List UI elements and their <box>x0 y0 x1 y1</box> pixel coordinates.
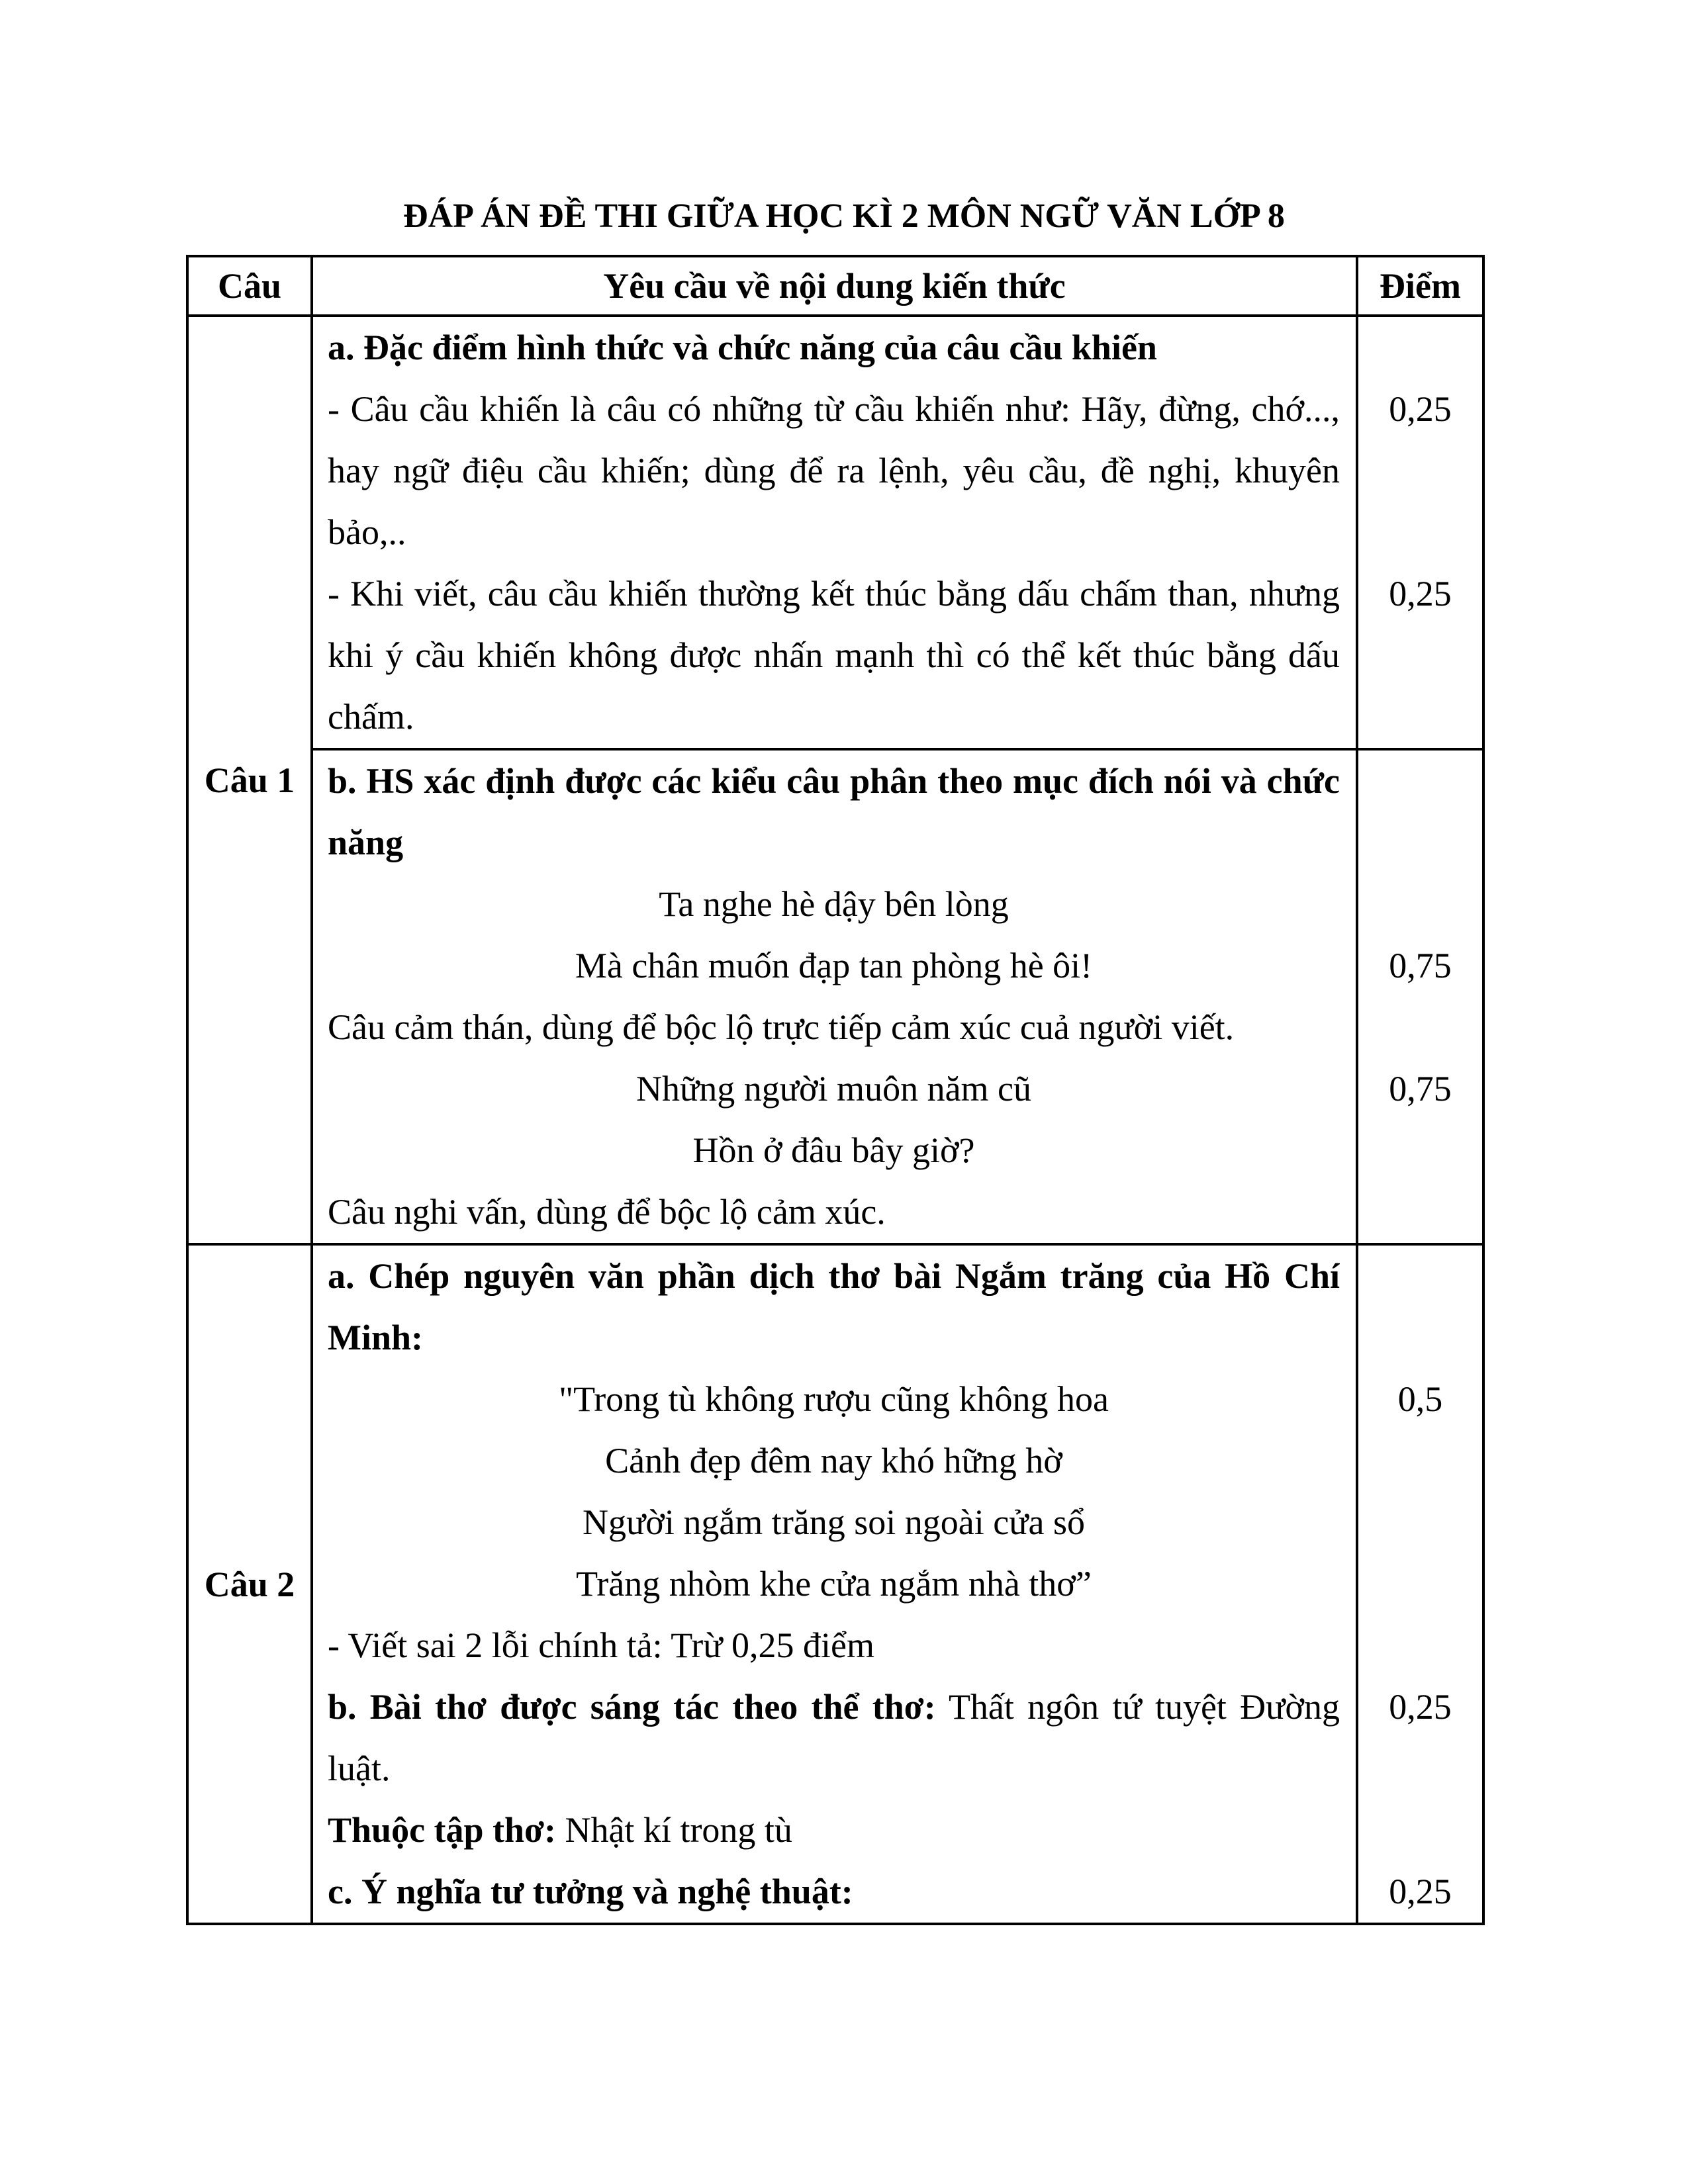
poem-line: Những người muôn năm cũ <box>635 1069 1032 1109</box>
content-cell <box>312 316 1357 749</box>
poem-line: Hồn ở đâu bây giờ? <box>692 1130 975 1170</box>
section-heading: c. Ý nghĩa tư tưởng và nghệ thuật: <box>328 1872 853 1911</box>
points-value: 0,25 <box>1389 389 1452 429</box>
table-row <box>187 1244 1483 1924</box>
text-line: hay ngữ điệu cầu khiến; dùng để ra lệnh, yêu cầu, đề nghị, khuyên <box>328 451 1340 490</box>
section-heading: Minh: <box>328 1318 424 1357</box>
poem-line: Cảnh đẹp đêm nay khó hững hờ <box>605 1441 1062 1480</box>
section-heading: Thuộc tập thơ: <box>328 1810 556 1850</box>
text-line: Câu cảm thán, dùng để bộc lộ trực tiếp cảm xúc cuả người viết. <box>328 1007 1235 1047</box>
points-cell <box>1357 1244 1483 1924</box>
text-span: Nhật kí trong tù <box>555 1810 792 1850</box>
question-label: Câu 2 <box>187 1244 312 1924</box>
text-line <box>328 1676 1340 1738</box>
text-span: Thất ngôn tứ tuyệt Đường <box>935 1687 1340 1727</box>
document-title: ĐÁP ÁN ĐỀ THI GIỮA HỌC KÌ 2 MÔN NGỮ VĂN LỚP 8 <box>403 197 1285 235</box>
text-line: chấm. <box>328 697 414 737</box>
text-line <box>328 1799 1340 1861</box>
section-heading: a. Đặc điểm hình thức và chức năng của câu cầu khiến <box>328 328 1157 367</box>
content-cell <box>312 749 1357 1244</box>
points-value: 0,25 <box>1389 1687 1452 1727</box>
section-heading: a. Chép nguyên văn phần dịch thơ bài Ngắm trăng của Hồ Chí <box>328 1256 1340 1296</box>
text-line: bảo,.. <box>328 512 406 552</box>
table-row <box>187 749 1483 1244</box>
answer-table <box>186 255 1485 1925</box>
text-line: luật. <box>328 1749 391 1788</box>
points-value: 0,25 <box>1389 1872 1452 1911</box>
header-cau: Câu <box>187 256 312 316</box>
poem-line: Ta nghe hè dậy bên lòng <box>659 884 1009 924</box>
text-line: khi ý cầu khiến không được nhấn mạnh thì có thể kết thúc bằng dấu <box>328 635 1340 675</box>
text-line: - Viết sai 2 lỗi chính tả: Trừ 0,25 điểm <box>328 1625 875 1665</box>
table-row <box>187 316 1483 749</box>
poem-line: "Trong tù không rượu cũng không hoa <box>559 1379 1109 1419</box>
points-value: 0,75 <box>1389 946 1452 985</box>
poem-line: Mà chân muốn đạp tan phòng hè ôi! <box>575 946 1093 985</box>
table-header-row <box>187 256 1483 316</box>
text-line: Câu nghi vấn, dùng để bộc lộ cảm xúc. <box>328 1192 886 1232</box>
poem-line: Trăng nhòm khe cửa ngắm nhà thơ” <box>576 1564 1092 1604</box>
text-line: - Câu cầu khiến là câu có những từ cầu khiến như: Hãy, đừng, chớ..., <box>328 389 1340 429</box>
question-label: Câu 1 <box>187 316 312 1244</box>
poem-line: Người ngắm trăng soi ngoài cửa sổ <box>583 1502 1085 1542</box>
points-value: 0,25 <box>1389 574 1452 614</box>
header-points: Điểm <box>1357 256 1483 316</box>
text-line: - Khi viết, câu cầu khiến thường kết thúc bằng dấu chấm than, nhưng <box>328 574 1340 614</box>
content-cell <box>312 1244 1357 1924</box>
section-heading: b. Bài thơ được sáng tác theo thể thơ: <box>328 1687 936 1727</box>
points-cell <box>1357 749 1483 1244</box>
section-heading: năng <box>328 823 404 862</box>
points-value: 0,5 <box>1397 1379 1443 1419</box>
header-content: Yêu cầu về nội dung kiến thức <box>312 256 1357 316</box>
points-cell <box>1357 316 1483 749</box>
section-heading: b. HS xác định được các kiểu câu phân theo mục đích nói và chức <box>328 761 1340 801</box>
points-value: 0,75 <box>1389 1069 1452 1109</box>
